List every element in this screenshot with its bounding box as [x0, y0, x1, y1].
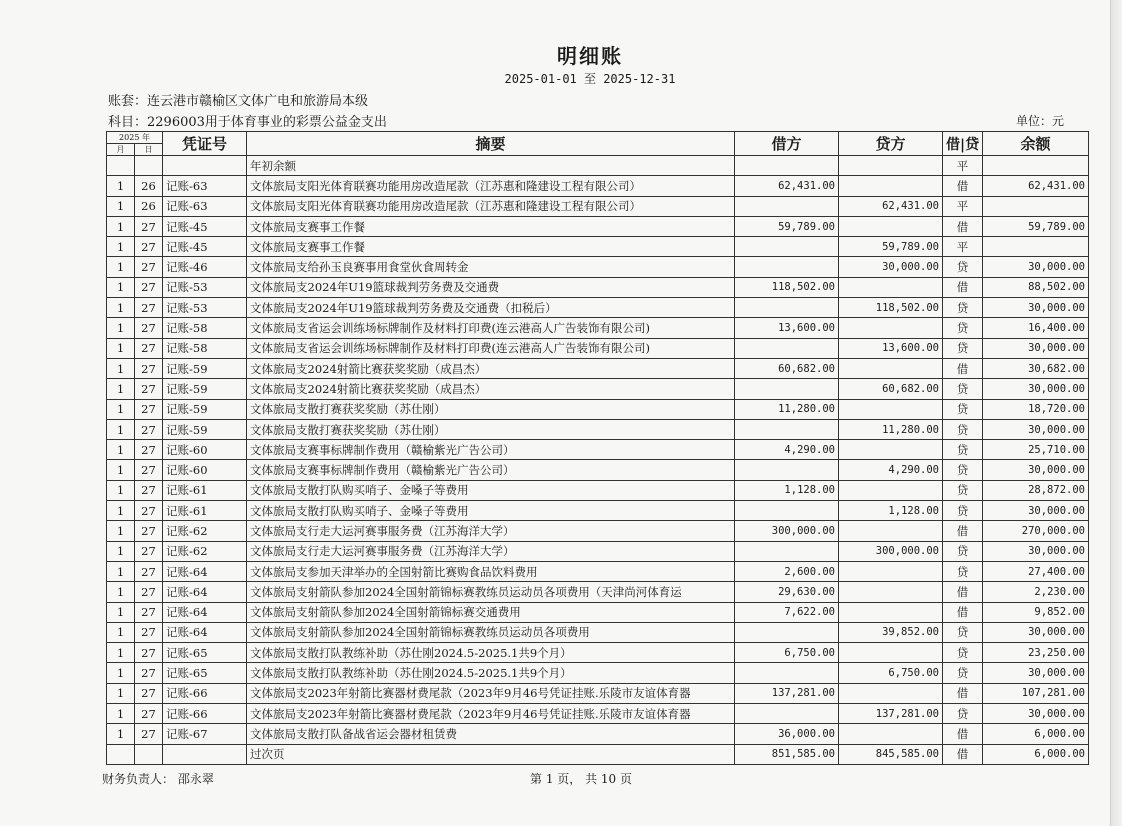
credit-cell: 39,852.00 [839, 622, 943, 642]
debit-cell [735, 237, 839, 257]
balance-cell: 27,400.00 [983, 561, 1089, 581]
table-row [107, 298, 1089, 318]
voucher-cell: 记账-61 [163, 501, 247, 521]
summary-cell: 文体旅局支赛事工作餐 [247, 216, 735, 236]
balance-cell [983, 237, 1089, 257]
day-cell: 26 [135, 196, 163, 216]
balance-cell: 30,000.00 [983, 663, 1089, 683]
summary-cell: 文体旅局支散打赛获奖奖励（苏仕刚） [247, 419, 735, 439]
month-cell: 1 [107, 561, 135, 581]
credit-cell: 137,281.00 [839, 704, 943, 724]
voucher-cell: 记账-53 [163, 277, 247, 297]
ledger-body [107, 156, 1089, 745]
table-row [107, 216, 1089, 236]
direction-cell: 贷 [943, 399, 983, 419]
direction-cell: 贷 [943, 561, 983, 581]
balance-cell: 88,502.00 [983, 277, 1089, 297]
credit-cell: 60,682.00 [839, 379, 943, 399]
debit-cell [735, 379, 839, 399]
table-row [107, 521, 1089, 541]
month-cell: 1 [107, 338, 135, 358]
summary-cell: 文体旅局支2023年射箭比赛器材费尾款（2023年9月46号凭证挂账.乐陵市友谊体育器 [247, 704, 735, 724]
balance-cell: 30,682.00 [983, 358, 1089, 378]
debit-cell: 137,281.00 [735, 683, 839, 703]
balance-cell: 30,000.00 [983, 501, 1089, 521]
summary-cell: 文体旅局支赛事工作餐 [247, 237, 735, 257]
debit-cell [735, 704, 839, 724]
voucher-cell: 记账-59 [163, 419, 247, 439]
debit-header: 借方 [735, 132, 839, 156]
month-cell: 1 [107, 643, 135, 663]
direction-cell: 贷 [943, 338, 983, 358]
summary-cell: 文体旅局支行走大运河赛事服务费（江苏海洋大学） [247, 541, 735, 561]
year-header: 2025 年 [107, 132, 163, 144]
month-cell: 1 [107, 196, 135, 216]
debit-cell [735, 298, 839, 318]
balance-cell: 28,872.00 [983, 480, 1089, 500]
day-cell: 27 [135, 643, 163, 663]
balance-cell: 30,000.00 [983, 541, 1089, 561]
direction-cell: 贷 [943, 257, 983, 277]
day-cell: 27 [135, 541, 163, 561]
direction-cell: 贷 [943, 460, 983, 480]
summary-cell: 文体旅局支散打队购买哨子、金嗓子等费用 [247, 480, 735, 500]
debit-cell: 4,290.00 [735, 440, 839, 460]
direction-header: 借|贷 [943, 132, 983, 156]
direction-cell: 借 [943, 724, 983, 744]
credit-cell [839, 683, 943, 703]
voucher-cell: 记账-65 [163, 663, 247, 683]
table-row [107, 257, 1089, 277]
day-cell: 27 [135, 521, 163, 541]
day-cell: 27 [135, 501, 163, 521]
voucher-cell: 记账-64 [163, 582, 247, 602]
unit-label: 单位：元 [1016, 114, 1065, 128]
debit-cell [735, 622, 839, 642]
table-row [107, 602, 1089, 622]
page-title: 明细账 [557, 44, 623, 68]
month-cell: 1 [107, 602, 135, 622]
month-header: 月 [107, 144, 135, 156]
debit-cell: 60,682.00 [735, 358, 839, 378]
table-row [107, 358, 1089, 378]
month-cell: 1 [107, 663, 135, 683]
month-cell: 1 [107, 582, 135, 602]
credit-cell: 300,000.00 [839, 541, 943, 561]
voucher-cell: 记账-59 [163, 379, 247, 399]
day-cell: 27 [135, 338, 163, 358]
table-row [107, 338, 1089, 358]
balance-cell: 18,720.00 [983, 399, 1089, 419]
debit-cell: 13,600.00 [735, 318, 839, 338]
direction-cell: 借 [943, 216, 983, 236]
carry-forward-summary: 过次页 [247, 744, 735, 764]
balance-cell: 6,000.00 [983, 724, 1089, 744]
day-cell: 27 [135, 237, 163, 257]
day-cell: 27 [135, 277, 163, 297]
table-row [107, 318, 1089, 338]
month-cell: 1 [107, 521, 135, 541]
day-cell: 27 [135, 663, 163, 683]
page-edge [1110, 0, 1122, 826]
direction-cell: 贷 [943, 501, 983, 521]
debit-cell: 36,000.00 [735, 724, 839, 744]
voucher-cell: 记账-62 [163, 541, 247, 561]
page-indicator: 第 1 页， 共 10 页 [530, 772, 632, 786]
summary-cell: 文体旅局支散打队购买哨子、金嗓子等费用 [247, 501, 735, 521]
credit-header: 贷方 [839, 132, 943, 156]
balance-cell: 30,000.00 [983, 704, 1089, 724]
day-cell: 27 [135, 419, 163, 439]
day-cell: 27 [135, 216, 163, 236]
voucher-cell: 记账-62 [163, 521, 247, 541]
day-cell: 27 [135, 460, 163, 480]
table-row [107, 440, 1089, 460]
day-cell: 27 [135, 318, 163, 338]
day-cell: 27 [135, 561, 163, 581]
summary-cell: 文体旅局支省运会训练场标牌制作及材料打印费(连云港高人广告装饰有限公司) [247, 338, 735, 358]
table-row [107, 704, 1089, 724]
direction-cell: 借 [943, 358, 983, 378]
direction-cell: 借 [943, 683, 983, 703]
credit-cell [839, 318, 943, 338]
debit-cell [735, 338, 839, 358]
balance-cell: 30,000.00 [983, 379, 1089, 399]
credit-cell: 59,789.00 [839, 237, 943, 257]
month-cell: 1 [107, 683, 135, 703]
direction-cell: 贷 [943, 379, 983, 399]
ledger-table [106, 131, 1089, 765]
voucher-cell: 记账-67 [163, 724, 247, 744]
table-row [107, 541, 1089, 561]
month-cell: 1 [107, 501, 135, 521]
table-row [107, 622, 1089, 642]
table-row [107, 277, 1089, 297]
table-row [107, 663, 1089, 683]
balance-cell: 107,281.00 [983, 683, 1089, 703]
day-cell: 27 [135, 298, 163, 318]
month-cell: 1 [107, 399, 135, 419]
debit-cell [735, 663, 839, 683]
balance-cell: 270,000.00 [983, 521, 1089, 541]
day-cell: 27 [135, 683, 163, 703]
day-cell: 27 [135, 399, 163, 419]
carry-forward-row [107, 744, 1089, 764]
voucher-cell: 记账-60 [163, 460, 247, 480]
voucher-cell: 记账-60 [163, 440, 247, 460]
debit-cell: 62,431.00 [735, 176, 839, 196]
month-cell: 1 [107, 419, 135, 439]
balance-cell: 30,000.00 [983, 338, 1089, 358]
balance-cell: 62,431.00 [983, 176, 1089, 196]
month-cell: 1 [107, 298, 135, 318]
voucher-cell: 记账-58 [163, 338, 247, 358]
month-cell: 1 [107, 257, 135, 277]
table-row [107, 379, 1089, 399]
finance-manager-label: 财务负责人： 邵永翠 [102, 772, 214, 786]
month-cell: 1 [107, 724, 135, 744]
summary-cell: 文体旅局支2024射箭比赛获奖奖励（成昌杰） [247, 358, 735, 378]
debit-cell: 118,502.00 [735, 277, 839, 297]
balance-cell: 9,852.00 [983, 602, 1089, 622]
credit-cell: 1,128.00 [839, 501, 943, 521]
balance-cell: 30,000.00 [983, 622, 1089, 642]
debit-cell [735, 541, 839, 561]
voucher-cell: 记账-58 [163, 318, 247, 338]
opening-summary: 年初余额 [247, 156, 735, 176]
direction-cell: 贷 [943, 541, 983, 561]
summary-cell: 文体旅局支2024年U19篮球裁判劳务费及交通费 [247, 277, 735, 297]
summary-cell: 文体旅局支散打队教练补助（苏仕刚2024.5-2025.1共9个月） [247, 643, 735, 663]
direction-cell: 贷 [943, 419, 983, 439]
direction-cell: 借 [943, 521, 983, 541]
voucher-cell: 记账-64 [163, 602, 247, 622]
debit-cell: 300,000.00 [735, 521, 839, 541]
direction-cell: 借 [943, 582, 983, 602]
direction-cell: 借 [943, 176, 983, 196]
table-row [107, 643, 1089, 663]
table-header [107, 132, 1089, 156]
credit-cell: 11,280.00 [839, 419, 943, 439]
voucher-cell: 记账-64 [163, 622, 247, 642]
summary-cell: 文体旅局支散打赛获奖奖励（苏仕刚） [247, 399, 735, 419]
day-cell: 27 [135, 724, 163, 744]
credit-cell: 6,750.00 [839, 663, 943, 683]
balance-cell: 59,789.00 [983, 216, 1089, 236]
credit-cell: 30,000.00 [839, 257, 943, 277]
summary-cell: 文体旅局支参加天津举办的全国射箭比赛购食品饮料费用 [247, 561, 735, 581]
credit-cell: 118,502.00 [839, 298, 943, 318]
day-cell: 27 [135, 582, 163, 602]
carry-forward-credit: 845,585.00 [839, 744, 943, 764]
credit-cell [839, 561, 943, 581]
debit-cell [735, 501, 839, 521]
direction-cell: 贷 [943, 643, 983, 663]
summary-cell: 文体旅局支散打队教练补助（苏仕刚2024.5-2025.1共9个月） [247, 663, 735, 683]
month-cell: 1 [107, 460, 135, 480]
summary-cell: 文体旅局支2024年U19篮球裁判劳务费及交通费（扣税后） [247, 298, 735, 318]
table-row [107, 237, 1089, 257]
credit-cell [839, 277, 943, 297]
direction-cell: 贷 [943, 663, 983, 683]
balance-cell: 30,000.00 [983, 298, 1089, 318]
debit-cell: 7,622.00 [735, 602, 839, 622]
credit-cell [839, 602, 943, 622]
carry-forward-balance: 6,000.00 [983, 744, 1089, 764]
debit-cell: 59,789.00 [735, 216, 839, 236]
credit-cell: 13,600.00 [839, 338, 943, 358]
summary-cell: 文体旅局支阳光体育联赛功能用房改造尾款（江苏惠和隆建设工程有限公司） [247, 176, 735, 196]
balance-cell: 2,230.00 [983, 582, 1089, 602]
day-cell: 27 [135, 379, 163, 399]
month-cell: 1 [107, 622, 135, 642]
summary-cell: 文体旅局支射箭队参加2024全国射箭锦标赛教练员运动员各项费用（天津尚河体育运 [247, 582, 735, 602]
month-cell: 1 [107, 379, 135, 399]
summary-cell: 文体旅局支散打队备战省运会器材租赁费 [247, 724, 735, 744]
table-row [107, 176, 1089, 196]
balance-cell: 30,000.00 [983, 460, 1089, 480]
day-cell: 27 [135, 622, 163, 642]
date-range: 2025-01-01 至 2025-12-31 [504, 72, 676, 86]
voucher-cell: 记账-53 [163, 298, 247, 318]
balance-cell: 30,000.00 [983, 257, 1089, 277]
direction-cell: 贷 [943, 622, 983, 642]
balance-cell: 16,400.00 [983, 318, 1089, 338]
summary-cell: 文体旅局支给孙玉良赛事用食堂伙食周转金 [247, 257, 735, 277]
month-cell: 1 [107, 237, 135, 257]
summary-cell: 文体旅局支2024射箭比赛获奖奖励（成昌杰） [247, 379, 735, 399]
credit-cell [839, 399, 943, 419]
day-cell: 27 [135, 480, 163, 500]
month-cell: 1 [107, 358, 135, 378]
table-row [107, 582, 1089, 602]
summary-cell: 文体旅局支赛事标牌制作费用（赣榆紫光广告公司） [247, 460, 735, 480]
credit-cell [839, 358, 943, 378]
carry-forward-direction: 借 [943, 744, 983, 764]
voucher-cell: 记账-61 [163, 480, 247, 500]
direction-cell: 借 [943, 277, 983, 297]
subject-label: 科目：2296003用于体育事业的彩票公益金支出 [108, 115, 387, 130]
direction-cell: 贷 [943, 704, 983, 724]
month-cell: 1 [107, 318, 135, 338]
day-header: 日 [135, 144, 163, 156]
table-row [107, 724, 1089, 744]
credit-cell [839, 216, 943, 236]
summary-cell: 文体旅局支省运会训练场标牌制作及材料打印费(连云港高人广告装饰有限公司) [247, 318, 735, 338]
debit-cell [735, 196, 839, 216]
credit-cell: 4,290.00 [839, 460, 943, 480]
voucher-cell: 记账-45 [163, 237, 247, 257]
credit-cell [839, 480, 943, 500]
voucher-cell: 记账-66 [163, 683, 247, 703]
summary-cell: 文体旅局支射箭队参加2024全国射箭锦标赛教练员运动员各项费用 [247, 622, 735, 642]
table-row [107, 561, 1089, 581]
month-cell: 1 [107, 277, 135, 297]
debit-cell: 6,750.00 [735, 643, 839, 663]
debit-cell [735, 460, 839, 480]
summary-cell: 文体旅局支行走大运河赛事服务费（江苏海洋大学） [247, 521, 735, 541]
month-cell: 1 [107, 440, 135, 460]
table-row [107, 399, 1089, 419]
opening-row [107, 156, 1089, 176]
direction-cell: 借 [943, 602, 983, 622]
balance-cell: 23,250.00 [983, 643, 1089, 663]
month-cell: 1 [107, 176, 135, 196]
debit-cell: 2,600.00 [735, 561, 839, 581]
day-cell: 26 [135, 176, 163, 196]
credit-cell [839, 440, 943, 460]
table-row [107, 460, 1089, 480]
voucher-cell: 记账-65 [163, 643, 247, 663]
voucher-header: 凭证号 [163, 132, 247, 156]
day-cell: 27 [135, 440, 163, 460]
day-cell: 27 [135, 704, 163, 724]
debit-cell: 11,280.00 [735, 399, 839, 419]
summary-cell: 文体旅局支2023年射箭比赛器材费尾款（2023年9月46号凭证挂账.乐陵市友谊体育器 [247, 683, 735, 703]
debit-cell: 1,128.00 [735, 480, 839, 500]
month-cell: 1 [107, 704, 135, 724]
voucher-cell: 记账-63 [163, 196, 247, 216]
voucher-cell: 记账-64 [163, 561, 247, 581]
carry-forward-debit: 851,585.00 [735, 744, 839, 764]
month-cell: 1 [107, 216, 135, 236]
direction-cell: 平 [943, 196, 983, 216]
direction-cell: 贷 [943, 440, 983, 460]
summary-cell: 文体旅局支阳光体育联赛功能用房改造尾款（江苏惠和隆建设工程有限公司） [247, 196, 735, 216]
credit-cell: 62,431.00 [839, 196, 943, 216]
credit-cell [839, 176, 943, 196]
direction-cell: 贷 [943, 318, 983, 338]
credit-cell [839, 643, 943, 663]
voucher-cell: 记账-59 [163, 399, 247, 419]
debit-cell: 29,630.00 [735, 582, 839, 602]
balance-header: 余额 [983, 132, 1089, 156]
summary-cell: 文体旅局支射箭队参加2024全国射箭锦标赛交通费用 [247, 602, 735, 622]
summary-cell: 文体旅局支赛事标牌制作费用（赣榆紫光广告公司） [247, 440, 735, 460]
balance-cell: 25,710.00 [983, 440, 1089, 460]
credit-cell [839, 724, 943, 744]
day-cell: 27 [135, 257, 163, 277]
summary-header: 摘要 [247, 132, 735, 156]
debit-cell [735, 257, 839, 277]
day-cell: 27 [135, 358, 163, 378]
credit-cell [839, 521, 943, 541]
balance-cell: 30,000.00 [983, 419, 1089, 439]
account-set-label: 账套：连云港市赣榆区文体广电和旅游局本级 [108, 94, 369, 109]
voucher-cell: 记账-45 [163, 216, 247, 236]
credit-cell [839, 582, 943, 602]
table-row [107, 501, 1089, 521]
table-row [107, 683, 1089, 703]
month-cell: 1 [107, 480, 135, 500]
table-row [107, 480, 1089, 500]
direction-cell: 平 [943, 237, 983, 257]
direction-cell: 贷 [943, 480, 983, 500]
table-row [107, 419, 1089, 439]
opening-direction: 平 [943, 156, 983, 176]
day-cell: 27 [135, 602, 163, 622]
direction-cell: 贷 [943, 298, 983, 318]
voucher-cell: 记账-46 [163, 257, 247, 277]
table-row [107, 196, 1089, 216]
voucher-cell: 记账-66 [163, 704, 247, 724]
voucher-cell: 记账-59 [163, 358, 247, 378]
balance-cell [983, 196, 1089, 216]
voucher-cell: 记账-63 [163, 176, 247, 196]
debit-cell [735, 419, 839, 439]
month-cell: 1 [107, 541, 135, 561]
